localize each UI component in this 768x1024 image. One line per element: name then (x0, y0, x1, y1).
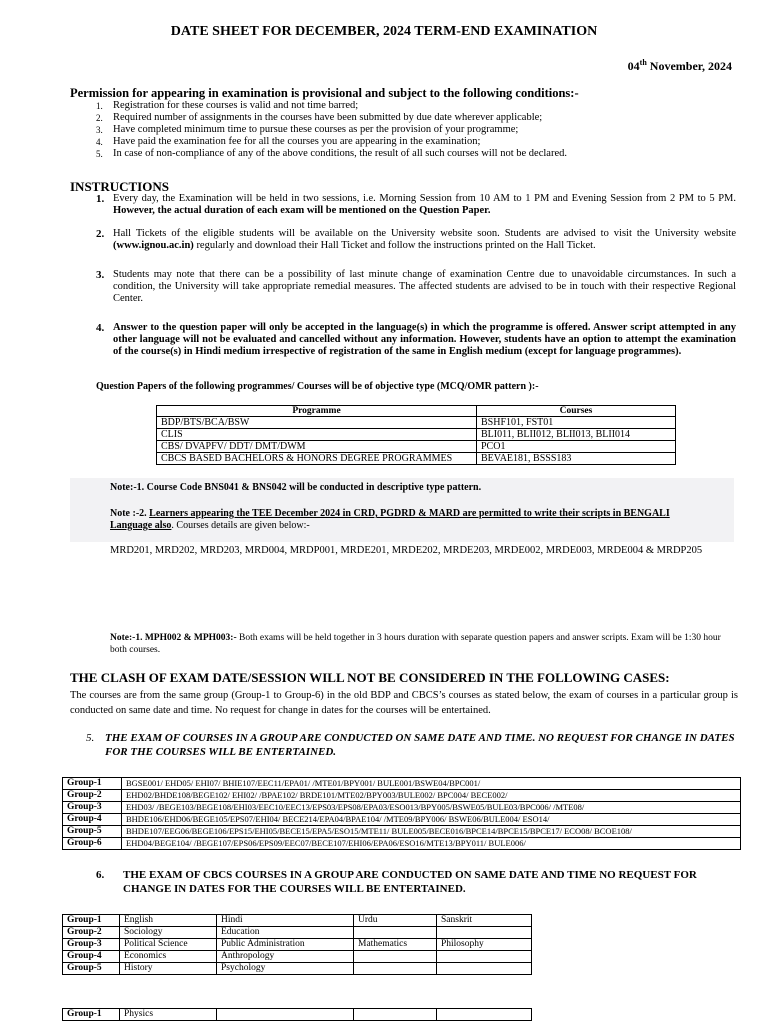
table-row (63, 1009, 532, 1021)
group-courses: BGSE001/ EHD05/ EHI07/ BHIE107/EEC11/EPA01/ /MTE01/BPY001/ BULE001/BSWE04/BPC001/ (122, 778, 741, 790)
table-cell (354, 951, 437, 963)
table-cell: BDP/BTS/BCA/BSW (157, 417, 477, 429)
clash-item-6: 6. THE EXAM OF CBCS COURSES IN A GROUP ARE CONDUCTED ON SAME DATE AND TIME NO REQUEST FOR CHANGE IN DATES FOR THE COURSES WILL BE ENTERTAINED. (96, 869, 697, 895)
table-row (157, 417, 676, 429)
group-label: Group-1 (63, 915, 120, 927)
note-2: Note :-2. Learners appearing the TEE December 2024 in CRD, PGDRD & MARD are permitted to write their scripts in BENGALI Language also. Courses details are given below:- (110, 508, 670, 531)
group-label: Group-4 (63, 814, 122, 826)
group-label: Group-4 (63, 951, 120, 963)
column-header: Programme (157, 406, 477, 417)
table-cell: BLI011, BLII012, BLII013, BLII014 (477, 429, 676, 441)
instruction-3: 3. Students may note that there can be a possibility of last minute change of examination Centre due to unavoidable circumstances. In such a condition, the University will take appropriate remedial measures. The affected students are advised to be in touch with their respective Regional Center. (96, 269, 736, 304)
table-row (63, 790, 741, 802)
table-cell: Philosophy (437, 939, 532, 951)
note-mph: Note:-1. MPH002 & MPH003:- Both exams will be held together in 3 hours duration with separate question papers and answer scripts. Exam will be 1:30 hour both courses. (110, 633, 721, 655)
table-cell (437, 927, 532, 939)
table-cell: BSHF101, FST01 (477, 417, 676, 429)
table-row (63, 838, 741, 850)
table-row (63, 939, 532, 951)
table-cell (354, 963, 437, 975)
group-courses: EHD03/ /BEGE103/BEGE108/EHI03/EEC10/EEC13/EPS03/EPS08/EPA03/ESO013/BPY005/BSWE05/BULE03/BPC006/ /MTE08/ (122, 802, 741, 814)
group-label: Group-5 (63, 963, 120, 975)
objective-table (156, 405, 676, 465)
note-1: Note:-1. Course Code BNS041 & BNS042 will be conducted in descriptive type pattern. (110, 482, 482, 493)
group-courses: BHDE106/EHD06/BEGE105/EPS07/EHI04/ BECE214/EPA04/BPAE104/ /MTE09/BPY006/ BSWE06/BULE004/ ESO14/ (122, 814, 741, 826)
table-header-row (157, 406, 676, 417)
table-cell: Sociology (120, 927, 217, 939)
table-row (63, 778, 741, 790)
column-header: Courses (477, 406, 676, 417)
table-row (63, 927, 532, 939)
group-label: Group-1 (63, 778, 122, 790)
table-cell: Political Science (120, 939, 217, 951)
cbcs-groups-table (62, 914, 532, 975)
condition-item: 5. In case of non-compliance of any of the above conditions, the result of all such courses will not be declared. (96, 148, 567, 159)
group-label: Group-5 (63, 826, 122, 838)
table-cell: CBS/ DVAPFV/ DDT/ DMT/DWM (157, 441, 477, 453)
group-label: Group-2 (63, 790, 122, 802)
objective-heading: Question Papers of the following programmes/ Courses will be of objective type (MCQ/OMR pattern ):- (96, 381, 539, 392)
table-cell: Urdu (354, 915, 437, 927)
table-cell: Hindi (217, 915, 354, 927)
clash-item-5: 5. THE EXAM OF COURSES IN A GROUP ARE CONDUCTED ON SAME DATE AND TIME. NO REQUEST FOR CHANGE IN DATES FOR THE COURSES WILL BE ENTERTAINED. (86, 732, 735, 758)
table-cell: Mathematics (354, 939, 437, 951)
condition-item: 4. Have paid the examination fee for all the courses you are appearing in the examination; (96, 136, 481, 147)
document-title: DATE SHEET FOR DECEMBER, 2024 TERM-END EXAMINATION (170, 24, 598, 39)
instruction-4: 4. Answer to the question paper will only be accepted in the language(s) in which the programme is offered. Answer script attempted in any other language will not be evaluated and cancelled without any information. However, students have an option to attempt the examination of the course(s) in Hindi medium irrespective of registration of the same in English medium (except for language programmes). (96, 322, 736, 357)
table-cell (437, 951, 532, 963)
group-label: Group-2 (63, 927, 120, 939)
table-cell (354, 927, 437, 939)
table-cell: Sanskrit (437, 915, 532, 927)
conditions-list (96, 100, 567, 160)
table-cell: Public Administration (217, 939, 354, 951)
instructions-heading: INSTRUCTIONS (70, 179, 169, 194)
group-courses: EHD02/BHDE108/BEGE102/ EHI02/ /BPAE102/ BRDE101/MTE02/BPY003/BULE002/ BPC004/ BECE002/ (122, 790, 741, 802)
table-cell: CLIS (157, 429, 477, 441)
table-row (63, 915, 532, 927)
table-cell: Physics (120, 1009, 217, 1021)
bengali-courses: MRD201, MRD202, MRD203, MRD004, MRDP001, MRDE201, MRDE202, MRDE203, MRDE002, MRDE003, MRDE004 & MRDP205 (110, 545, 703, 556)
group-courses: EHD04/BEGE104/ /BEGE107/EPS06/EPS09/EEC07/BECE107/EHI06/EPA06/ESO16/MTE13/BPY011/ BULE006/ (122, 838, 741, 850)
table-cell: English (120, 915, 217, 927)
table-row (63, 802, 741, 814)
condition-item: 1. Registration for these courses is valid and not time barred; (96, 100, 359, 111)
table-row (63, 826, 741, 838)
table-cell (437, 1009, 532, 1021)
table-cell: History (120, 963, 217, 975)
group-label: Group-3 (63, 802, 122, 814)
table-row (157, 453, 676, 465)
instruction-1: 1. Every day, the Examination will be held in two sessions, i.e. Morning Session from 10 AM to 1 PM and Evening Session from 2 PM to 5 PM. However, the actual duration of each exam will be mentioned on the Question Paper. (96, 193, 736, 216)
condition-item: 2. Required number of assignments in the courses have been submitted by due date wherever applicable; (96, 112, 543, 123)
old-bdp-groups-table (62, 777, 741, 850)
document-date: 04th November, 2024 (627, 58, 732, 73)
table-cell: PCO1 (477, 441, 676, 453)
permission-heading: Permission for appearing in examination is provisional and subject to the following conditions:- (70, 86, 579, 100)
table-row (157, 429, 676, 441)
table-cell: CBCS BASED BACHELORS & HONORS DEGREE PROGRAMMES (157, 453, 477, 465)
table-row (63, 963, 532, 975)
table-row (63, 814, 741, 826)
group-courses: BHDE107/EEG06/BEGE106/EPS15/EHI05/BECE15/EPA5/ESO15/MTE11/ BULE005/BECE016/BPCE14/BPCE15/BPCE17/ ECO08/ BCOE108/ (122, 826, 741, 838)
group-label: Group-6 (63, 838, 122, 850)
table-cell: Economics (120, 951, 217, 963)
table-cell: BEVAE181, BSSS183 (477, 453, 676, 465)
table-cell: Anthropology (217, 951, 354, 963)
group-label: Group-1 (63, 1009, 120, 1021)
clash-paragraph: The courses are from the same group (Group-1 to Group-6) in the old BDP and CBCS’s courses as stated below, the exam of courses in a particular group is conducted on same date and time. No request for change in dates for the courses will be entertained. (70, 690, 738, 716)
table-cell (354, 1009, 437, 1021)
condition-item: 3. Have completed minimum time to pursue these courses as per the provision of your programme; (96, 124, 519, 135)
cbcs-science-groups-table (62, 1008, 532, 1021)
table-cell: Psychology (217, 963, 354, 975)
table-row (157, 441, 676, 453)
table-cell (217, 1009, 354, 1021)
table-cell (437, 963, 532, 975)
table-row (63, 951, 532, 963)
clash-heading: THE CLASH OF EXAM DATE/SESSION WILL NOT BE CONSIDERED IN THE FOLLOWING CASES: (70, 670, 670, 685)
group-label: Group-3 (63, 939, 120, 951)
instruction-2: 2. Hall Tickets of the eligible students will be available on the University website soon. Students are advised to visit the University website (www.ignou.ac.in) regularly and download their Hall Ticket and follow the instructions printed on the Hall Ticket. (96, 228, 736, 251)
table-cell: Education (217, 927, 354, 939)
